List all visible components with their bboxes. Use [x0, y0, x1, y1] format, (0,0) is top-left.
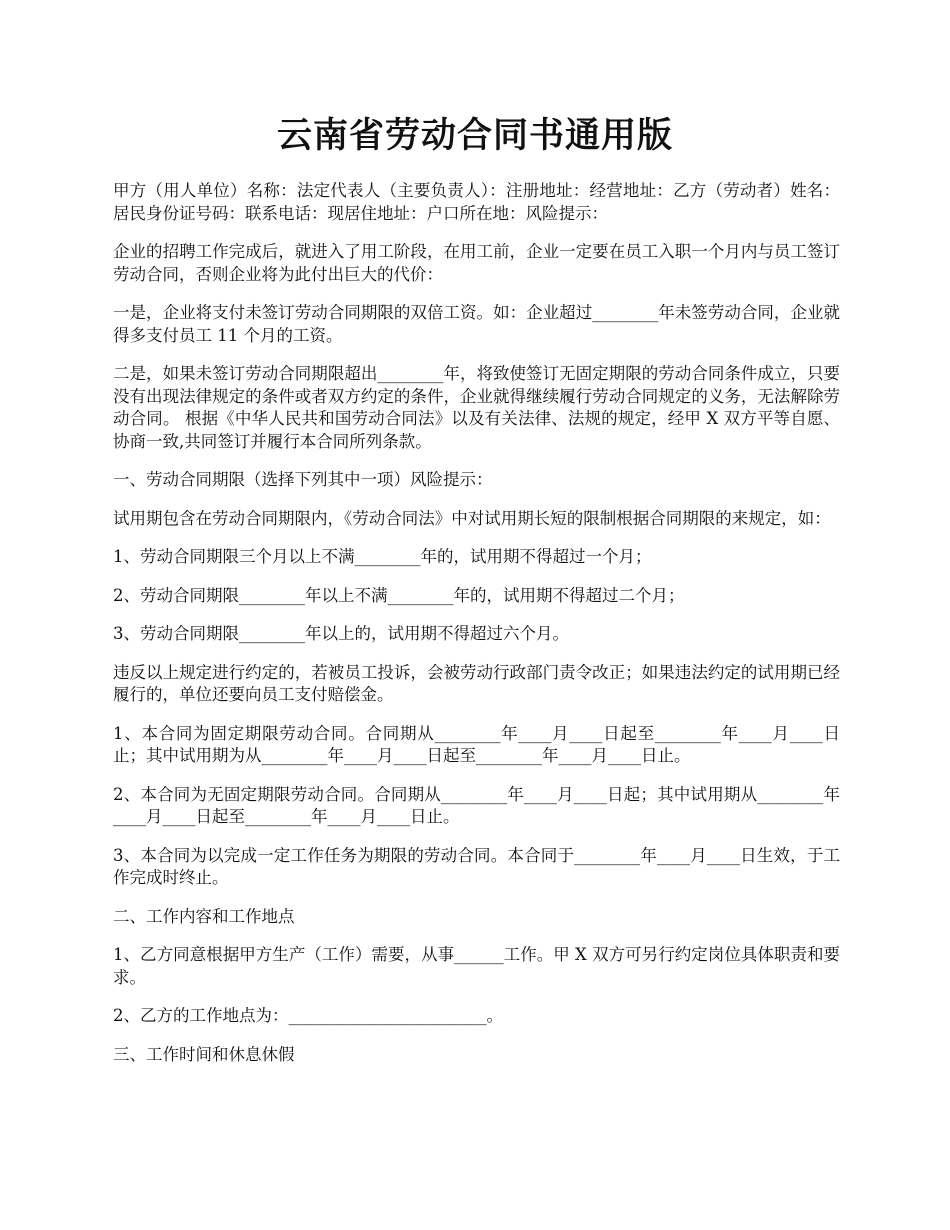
paragraph-violation: 违反以上规定进行约定的，若被员工投诉，会被劳动行政部门责令改正；如果违法约定的试用期已经履行的，单位还要向员工支付赔偿金。 — [113, 662, 840, 704]
paragraph-parties: 甲方（用人单位）名称：法定代表人（主要负责人）：注册地址：经营地址：乙方（劳动者）姓名：居民身份证号码：联系电话：现居住地址：户口所在地：风险提示： — [113, 181, 840, 223]
paragraph-probation-intro: 试用期包含在劳动合同期限内，《劳动合同法》中对试用期长短的限制根据合同期限的来规定，如： — [113, 508, 831, 528]
paragraph-risk-one: 一是，企业将支付未签订劳动合同期限的双倍工资。如：企业超过________年未签劳动合同，企业就得多支付员工 11 个月的工资。 — [113, 303, 840, 345]
paragraph-task-term: 3、本合同为以完成一定工作任务为期限的劳动合同。本合同于________年____月____日生效，于工作完成时终止。 — [113, 845, 840, 887]
paragraph-fixed-term: 1、本合同为固定期限劳动合同。合同期从________年____月____日起至________年____月____日止；其中试用期为从________年____月____日起至________年____月____日止。 — [113, 723, 840, 765]
section-heading-work-content: 二、工作内容和工作地点 — [113, 906, 295, 926]
paragraph-open-term: 2、本合同为无固定期限劳动合同。合同期从________年____月____日起；其中试用期从________年____月____日起至________年____月____日止。 — [113, 784, 840, 826]
paragraph-work-location: 2、乙方的工作地点为：________________________。 — [113, 1006, 503, 1025]
paragraph-probation-rule-2: 2、劳动合同期限________年以上不满________年的，试用期不得超过二个月； — [113, 585, 685, 605]
paragraph-probation-rule-1: 1、劳动合同期限三个月以上不满________年的，试用期不得超过一个月； — [113, 547, 652, 566]
document-body — [113, 180, 840, 1082]
paragraph-risk-two: 二是，如果未签订劳动合同期限超出________年，将致使签订无固定期限的劳动合同条件成立，只要没有出现法律规定的条件或者双方约定的条件，企业就得继续履行劳动合同规定的义务，无法解除劳动合同。 根据《中华人民共和国劳动合同法》以及有关法律、法规的规定，经甲 X 双方平等自愿、协商一致,共同签订并履行本合同所列条款。 — [113, 364, 840, 451]
document-title: 云南省劳动合同书通用版 — [276, 115, 673, 156]
paragraph-work-duty: 1、乙方同意根据甲方生产（工作）需要，从事______工作。甲 X 双方可另行约定岗位具体职责和要求。 — [113, 945, 840, 987]
paragraph-risk-intro: 企业的招聘工作完成后，就进入了用工阶段，在用工前，企业一定要在员工入职一个月内与员工签订劳动合同，否则企业将为此付出巨大的代价： — [113, 242, 840, 284]
section-heading-work-hours: 三、工作时间和休息休假 — [113, 1044, 295, 1064]
paragraph-probation-rule-3: 3、劳动合同期限________年以上的，试用期不得超过六个月。 — [113, 624, 569, 643]
section-heading-contract-term: 一、劳动合同期限（选择下列其中一项）风险提示： — [113, 470, 493, 489]
